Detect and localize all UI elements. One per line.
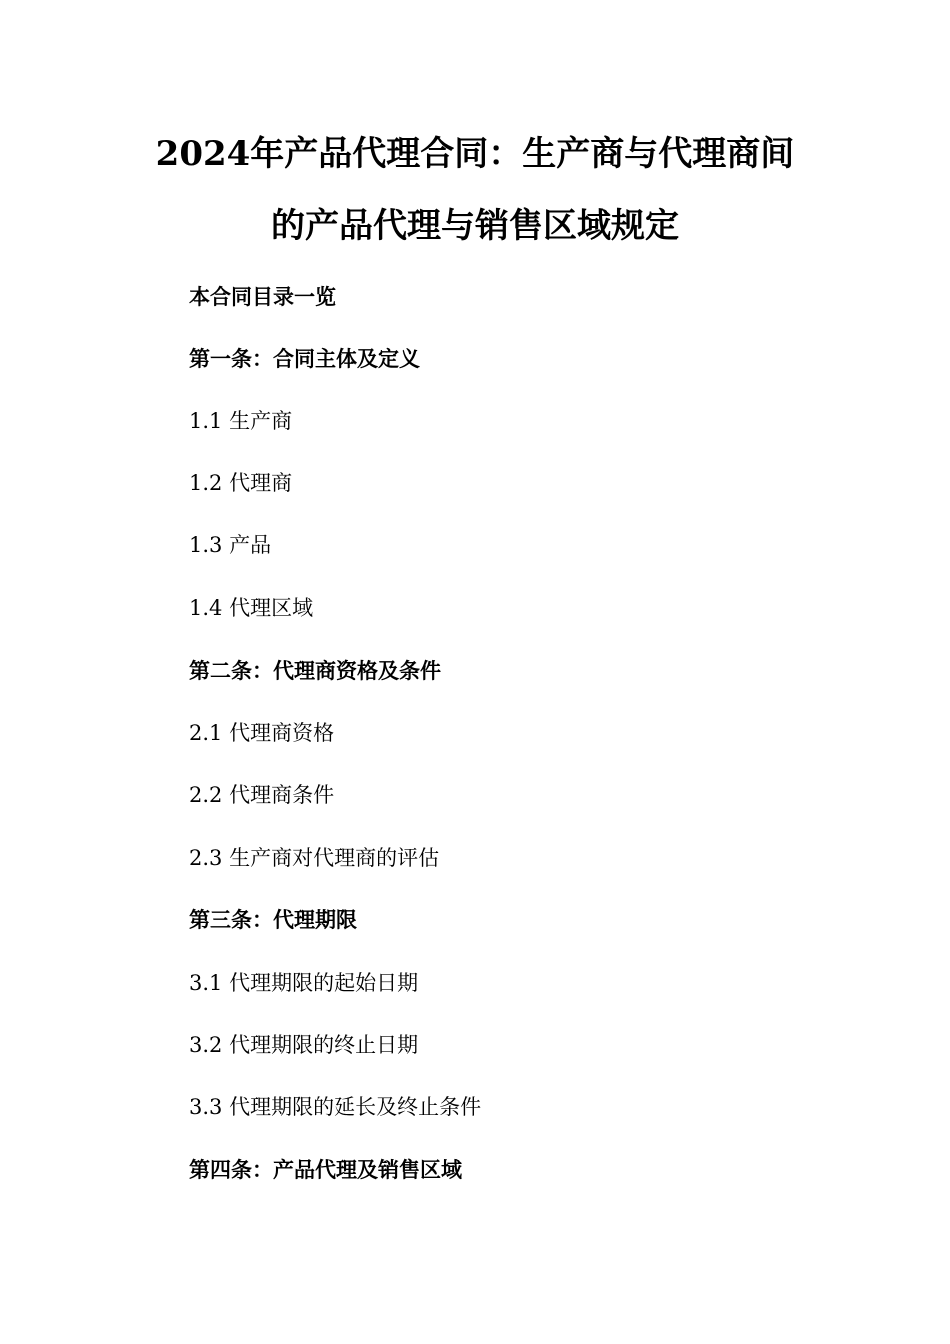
toc-item-1-4: 1.4 代理区域: [189, 596, 314, 620]
toc-article-1: 第一条：合同主体及定义: [189, 346, 420, 371]
toc-item-1-3: 1.3 产品: [189, 533, 272, 557]
document-title-line-2: 的产品代理与销售区域规定: [271, 206, 679, 246]
toc-item-2-2: 2.2 代理商条件: [189, 783, 335, 807]
document-title-line-1: 2024年产品代理合同：生产商与代理商间: [155, 134, 795, 174]
toc-item-2-3: 2.3 生产商对代理商的评估: [189, 846, 440, 870]
toc-item-3-1: 3.1 代理期限的起始日期: [189, 971, 419, 995]
toc-item-3-3: 3.3 代理期限的延长及终止条件: [189, 1095, 482, 1119]
toc-item-2-1: 2.1 代理商资格: [189, 721, 335, 745]
toc-article-2: 第二条：代理商资格及条件: [189, 658, 441, 683]
toc-heading: 本合同目录一览: [189, 284, 336, 309]
toc-article-3: 第三条：代理期限: [189, 907, 357, 932]
toc-item-3-2: 3.2 代理期限的终止日期: [189, 1033, 419, 1057]
toc-item-1-1: 1.1 生产商: [189, 409, 293, 433]
toc-item-1-2: 1.2 代理商: [189, 471, 293, 495]
toc-article-4: 第四条：产品代理及销售区域: [189, 1157, 462, 1182]
